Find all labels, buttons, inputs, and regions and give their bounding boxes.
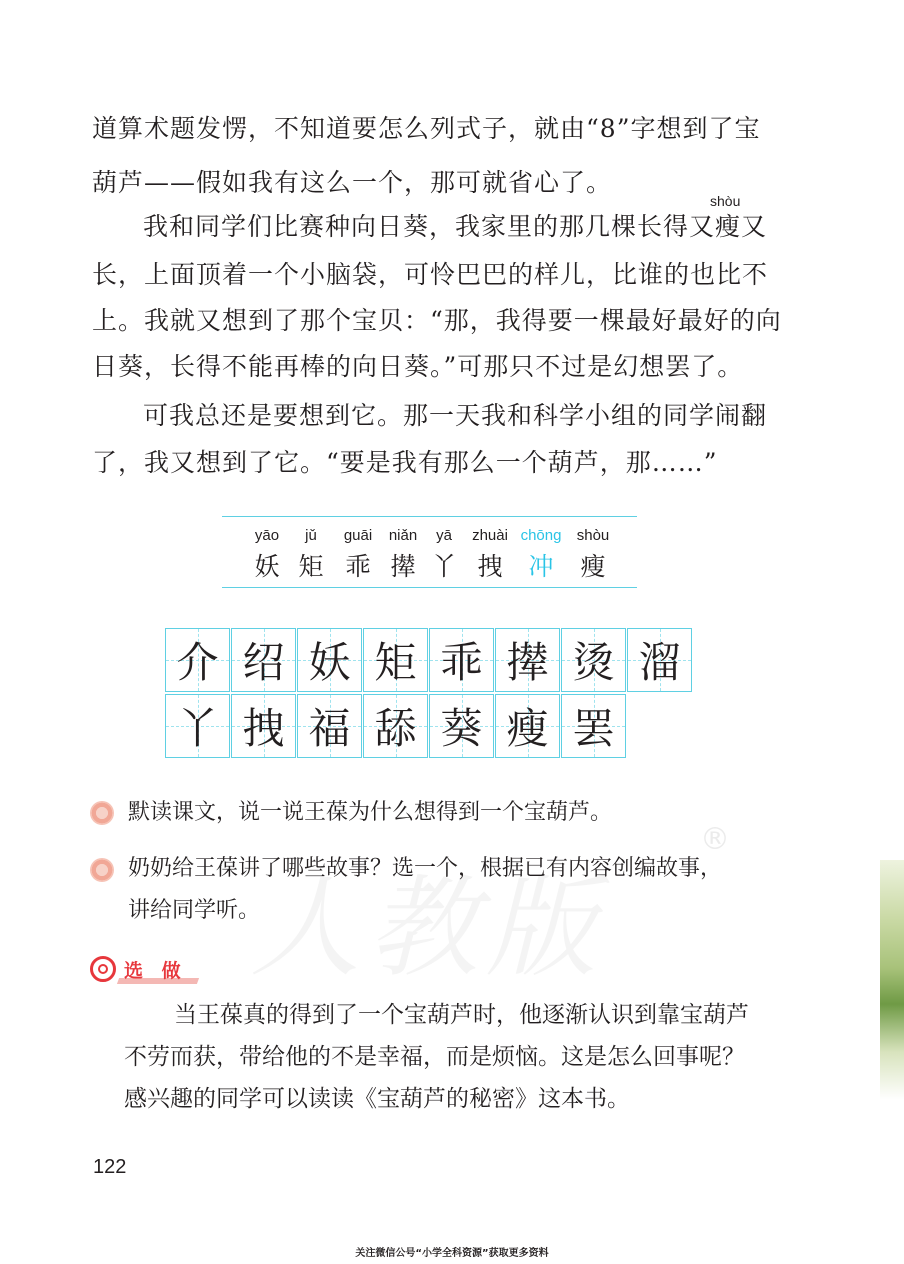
exercise-question-1: 默读课文，说一说王葆为什么想得到一个宝葫芦。	[128, 800, 613, 825]
word-pinyin: guāi	[343, 527, 373, 544]
optional-label: 选 做	[124, 960, 187, 982]
grid-char: 拽	[242, 704, 285, 753]
optional-section-header	[90, 954, 194, 984]
grid-cell	[429, 628, 494, 692]
grid-char: 矩	[374, 638, 417, 687]
exercise-question-2-line-2: 讲给同学听。	[128, 898, 261, 923]
word-char: 丫	[431, 552, 457, 581]
grid-cell	[165, 628, 230, 692]
grid-cell	[627, 628, 692, 692]
text-line-1: 道算术题发愣，不知道要怎么列式子，就由“8”字想到了宝	[92, 114, 761, 143]
grid-cell	[231, 628, 296, 692]
new-word	[511, 527, 571, 583]
grid-cell	[363, 628, 428, 692]
grid-cell	[495, 628, 560, 692]
word-char: 瘦	[580, 552, 606, 581]
text-line-5: 上。我就又想到了那个宝贝：“那，我得要一棵最好最好的向	[92, 306, 782, 335]
word-band-bottom-line	[222, 587, 637, 588]
word-pinyin: niǎn	[388, 527, 418, 544]
text-line-3: 我和同学们比赛种向日葵，我家里的那几棵长得又瘦又	[143, 212, 768, 241]
registered-mark-icon: ®	[700, 822, 730, 857]
text-line-6: 日葵，长得不能再棒的向日葵。”可那只不过是幻想罢了。	[92, 352, 744, 381]
grid-cell	[429, 694, 494, 758]
grid-cell	[297, 628, 362, 692]
word-band-top-line	[222, 516, 637, 517]
grid-cell	[561, 694, 626, 758]
exercise-badge-icon	[90, 858, 114, 882]
grid-char: 溜	[638, 638, 681, 687]
optional-text-line-1: 当王葆真的得到了一个宝葫芦时，他逐渐认识到靠宝葫芦	[174, 1002, 749, 1028]
text-line-2: 葫芦——假如我有这么一个，那可就省心了。	[92, 168, 613, 197]
word-char: 矩	[298, 552, 324, 581]
word-char: 乖	[345, 552, 371, 581]
grid-cell	[561, 628, 626, 692]
grid-char: 乖	[440, 638, 483, 687]
grid-cell	[297, 694, 362, 758]
grid-char: 撵	[506, 638, 549, 687]
optional-text-line-3: 感兴趣的同学可以读读《宝葫芦的秘密》这本书。	[124, 1086, 630, 1112]
page-number: 122	[93, 1156, 127, 1178]
word-char: 拽	[477, 552, 503, 581]
exercise-question-2-line-1: 奶奶给王葆讲了哪些故事？选一个，根据已有内容创编故事，	[128, 856, 723, 881]
grid-char: 烫	[572, 638, 615, 687]
footer-note: 关注微信公号“小学全科资源”获取更多资料	[355, 1248, 549, 1259]
grid-char: 介	[176, 638, 219, 687]
word-pinyin: chōng	[520, 527, 562, 544]
word-char: 冲	[528, 552, 554, 581]
grid-char: 葵	[440, 704, 483, 753]
word-pinyin: yā	[436, 527, 452, 544]
exercise-badge-icon	[90, 801, 114, 825]
grid-char: 舔	[374, 704, 417, 753]
grid-char: 福	[308, 704, 351, 753]
grid-cell	[165, 694, 230, 758]
grid-char: 丫	[176, 704, 219, 753]
word-char: 撵	[390, 552, 416, 581]
grid-cell	[231, 694, 296, 758]
grid-cell	[495, 694, 560, 758]
optional-icon	[90, 956, 116, 982]
text-line-8: 了，我又想到了它。“要是我有那么一个葫芦，那……”	[92, 448, 718, 477]
word-pinyin: zhuài	[472, 527, 508, 544]
word-char: 妖	[254, 552, 280, 581]
grid-char: 瘦	[506, 704, 549, 753]
grid-char: 罢	[572, 704, 615, 753]
grid-cell	[363, 694, 428, 758]
page-edge-decoration	[880, 860, 904, 1100]
inline-pinyin: shòu	[710, 193, 741, 209]
grid-char: 绍	[242, 638, 285, 687]
text-line-7: 可我总还是要想到它。那一天我和科学小组的同学闹翻	[143, 401, 768, 430]
text-line-4: 长，上面顶着一个小脑袋，可怜巴巴的样儿，比谁的也比不	[92, 260, 769, 289]
word-pinyin: jǔ	[305, 527, 317, 544]
new-word	[563, 527, 623, 583]
grid-char: 妖	[308, 638, 351, 687]
word-pinyin: shòu	[576, 527, 610, 544]
word-pinyin: yāo	[254, 527, 280, 544]
optional-text-line-2: 不劳而获，带给他的不是幸福，而是烦恼。这是怎么回事呢？	[124, 1044, 745, 1070]
